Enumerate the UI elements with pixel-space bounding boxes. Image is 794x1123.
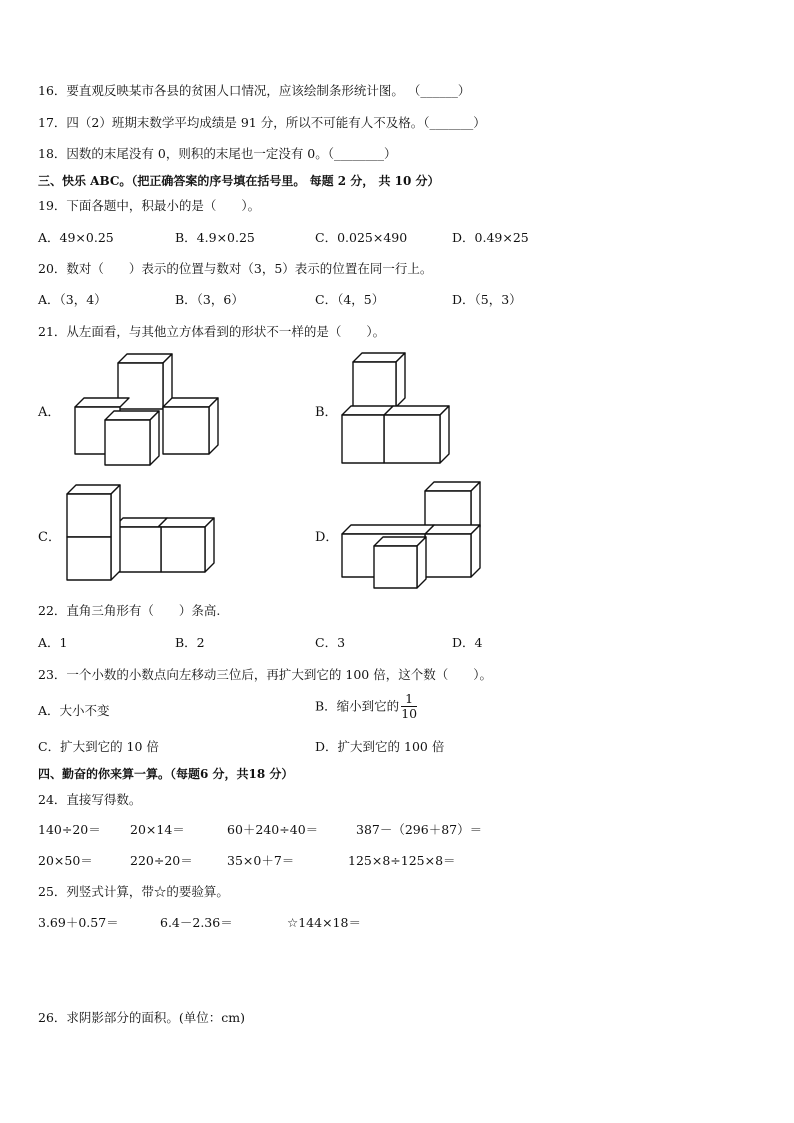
q19-option-a: A．49×0.25 [38, 230, 114, 245]
q25-item-1: 3.69＋0.57＝ [38, 915, 119, 930]
q24-item-7: 35×0＋7＝ [227, 853, 295, 868]
question-16: 16．要直观反映某市各县的贫困人口情况，应该绘制条形统计图。 （______） [38, 83, 471, 98]
figure-b-label: B． [315, 405, 338, 420]
figure-d-label: D． [315, 530, 339, 545]
question-22-stem: 22．直角三角形有（ ）条高. [38, 603, 221, 618]
q25-item-3: ☆144×18＝ [287, 915, 361, 930]
q20-option-b: B．（3，6） [175, 292, 244, 307]
figure-d-cubes [337, 478, 487, 593]
q24-item-1: 140÷20＝ [38, 822, 101, 837]
q23-option-b-prefix: B．缩小到它的 [315, 698, 400, 714]
q23-option-c: C．扩大到它的 10 倍 [38, 739, 159, 754]
question-26: 26．求阴影部分的面积。(单位：cm) [38, 1010, 246, 1025]
question-23-stem: 23．一个小数的小数点向左移动三位后，再扩大到它的 100 倍，这个数（ ）。 [38, 667, 492, 682]
q20-option-c: C．（4，5） [315, 292, 385, 307]
q24-item-4: 387－（296＋87）＝ [356, 822, 483, 837]
q19-option-c: C．0.025×490 [315, 230, 408, 245]
q20-option-a: A．（3，4） [38, 292, 107, 307]
figure-b-cubes [337, 350, 457, 470]
q23-option-d: D．扩大到它的 100 倍 [315, 739, 445, 754]
q20-option-d: D．（5，3） [452, 292, 522, 307]
figure-c-label: C． [38, 530, 61, 545]
q19-option-d: D．0.49×25 [452, 230, 529, 245]
question-21-stem: 21．从左面看，与其他立方体看到的形状不一样的是（ ）。 [38, 324, 386, 339]
section-4-heading: 四、勤奋的你来算一算。（每题6 分，共18 分） [38, 767, 294, 781]
q23-option-a: A．大小不变 [38, 703, 110, 718]
q19-option-b: B．4.9×0.25 [175, 230, 255, 245]
q22-option-c: C．3 [315, 635, 346, 650]
question-18: 18．因数的末尾没有 0，则积的末尾也一定没有 0。（________） [38, 146, 397, 161]
fraction-numerator: 1 [401, 692, 417, 707]
question-17: 17．四（2）班期末数学平均成绩是 91 分，所以不可能有人不及格。（_______） [38, 115, 486, 130]
figure-a-cubes [70, 350, 230, 470]
figure-c-cubes [62, 482, 222, 592]
q24-item-5: 20×50＝ [38, 853, 93, 868]
question-24-stem: 24．直接写得数。 [38, 792, 142, 807]
question-19-stem: 19．下面各题中，积最小的是（ ）。 [38, 198, 261, 213]
q22-option-a: A．1 [38, 635, 68, 650]
q23-option-b [315, 692, 417, 721]
q24-item-3: 60＋240÷40＝ [227, 822, 319, 837]
question-20-stem: 20．数对（ ）表示的位置与数对（3，5）表示的位置在同一行上。 [38, 261, 433, 276]
section-3-heading: 三、快乐 ABC。（把正确答案的序号填在括号里。 每题 2 分， 共 10 分） [38, 174, 440, 188]
q24-item-8: 125×8÷125×8＝ [348, 853, 456, 868]
figure-a-label: A． [38, 405, 61, 420]
q24-item-6: 220÷20＝ [130, 853, 193, 868]
q22-option-d: D．4 [452, 635, 483, 650]
q22-option-b: B．2 [175, 635, 205, 650]
q25-item-2: 6.4－2.36＝ [160, 915, 233, 930]
q24-item-2: 20×14＝ [130, 822, 185, 837]
fraction-one-tenth [401, 692, 417, 721]
question-25-stem: 25．列竖式计算，带☆的要验算。 [38, 884, 229, 899]
fraction-denominator: 10 [401, 706, 418, 721]
